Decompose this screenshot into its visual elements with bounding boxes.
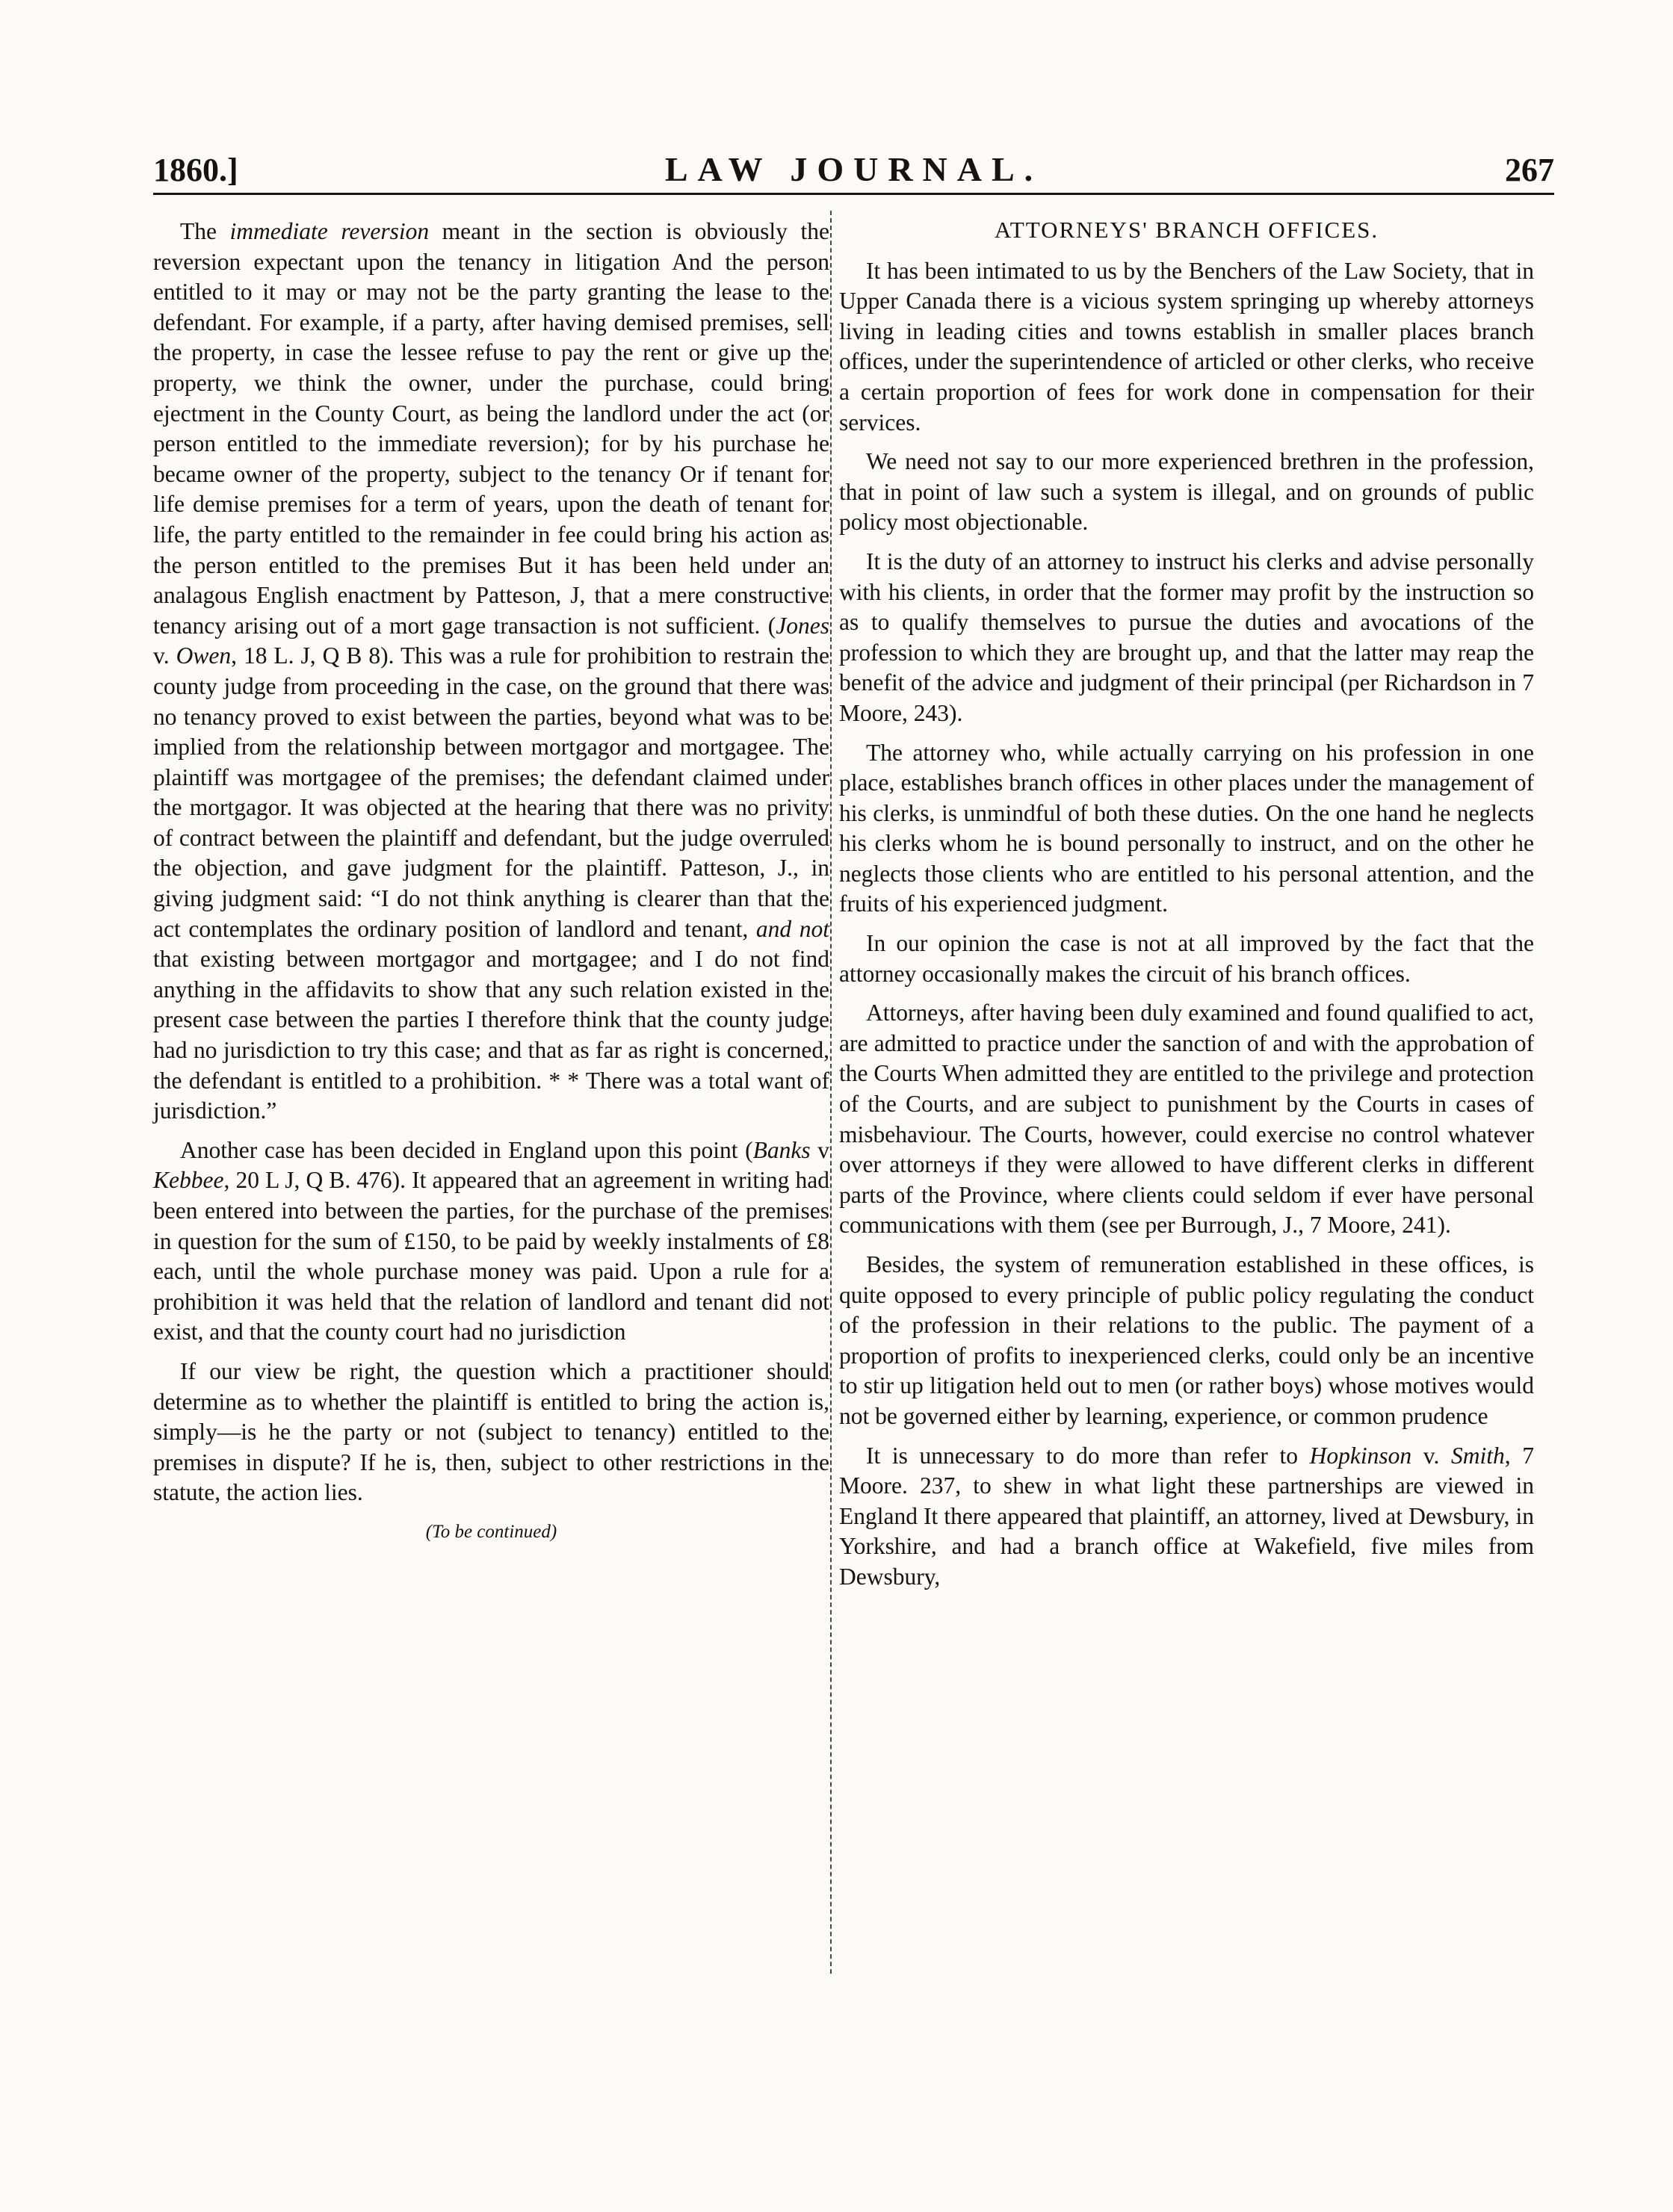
text-run: v. — [1411, 1442, 1451, 1469]
right-column — [839, 217, 1534, 1602]
paragraph: The attorney who, while actually carrying on his profession in one place, establishes branch offices in other places under the management of his clerks, is unmindful of both these duties. On the one hand he neglects his clerks whom he is bound personally to instruct, and on the other he neglects those clients who are entitled to his personal attention, and the fruits of his experienced judgment. — [839, 739, 1534, 917]
article-heading: ATTORNEYS' BRANCH OFFICES. — [994, 217, 1379, 243]
case-party: Smith — [1450, 1442, 1505, 1469]
text-run: that existing between mortgagor and mortgagee; and I do not find anything in the affidavits to show that any such relation existed in the present case between the parties I therefore think that the county judge had no jurisdiction to try this case; and that as far as right is concerned, the defendant is entitled to a prohibition. * * There was a total want of jurisdiction.” — [153, 946, 829, 1124]
text-run: meant in the section is obviously the reversion expectant upon the tenancy in litigation And the person entitled to it may or may not be the party granting the lease to the defendant. For example, if a party, after having demised premises, sell the property, in case the lessee refuse to pay the rent or give up the property, we think the owner, under the purchase, could bring ejectment in the County Court, as being the landlord under the act (or person entitled to the immediate reversion); for by his purchase he became owner of the property, subject to the tenancy Or if tenant for life demise premises for a term of years, upon the death of tenant for life, the party entitled to the remainder in fee could bring his action as the person entitled to the premises But it has been held under an analagous English enactment by Patteson, J, that a mere constructive tenancy arising out of a mort gage transaction is not sufficient. ( — [153, 218, 829, 639]
running-header — [153, 148, 1554, 195]
paragraph: It is the duty of an attorney to instruct his clerks and advise personally with his clients, in order that the former may profit by the instruction so as to qualify themselves to pursue the duties and avocations of the profession to which they are brought up, and that the latter may reap the benefit of the advice and judgment of their principal (per Richardson in 7 Moore, 243). — [839, 548, 1534, 726]
paragraph: Besides, the system of remuneration established in these offices, is quite opposed to every principle of public policy regulating the conduct of the profession in their relations to the public. The payment of a proportion of profits to inexperienced clerks, could only be an incentive to stir up litigation held out to men (or rather boys) whose motives would not be governed either by learning, experience, or common prudence — [839, 1251, 1534, 1429]
text-run: v. — [153, 642, 176, 669]
paragraph — [839, 1441, 1534, 1593]
text-run: It is unnecessary to do more than refer to — [866, 1442, 1310, 1469]
text-run: , 18 L. J, Q B 8). This was a rule for prohibition to restrain the county judge from proceeding in the case, on the ground that there was no tenancy proved to exist between the parties, beyond what was to be implied from the relationship between mortgagor and mortgagee. The plaintiff was mortgagee of the premises; the defendant claimed under the mortgagor. It was objected at the hearing that there was no privity of contract between the plaintiff and defendant, but the judge overruled the objection, and gave judgment for the plaintiff. Patteson, J., in giving judgment said: “I do not think anything is clearer than that the act contemplates the ordinary position of landlord and tenant, — [153, 642, 829, 942]
column-divider — [830, 211, 832, 1974]
text-run: The — [180, 218, 230, 244]
case-party: Kebbee — [153, 1167, 224, 1194]
paragraph — [153, 217, 829, 1127]
paragraph: If our view be right, the question which a practitioner should determine as to whether the plaintiff is entitled to bring the action is, simply—is he the party or not (subject to tenancy) entitled to the premises in dispute? If he is, then, subject to other restrictions in the statute, the action lies. — [153, 1357, 829, 1506]
paragraph: In our opinion the case is not at all improved by the fact that the attorney occasionally makes the circuit of his branch offices. — [839, 930, 1534, 987]
paragraph — [153, 1136, 829, 1348]
text-run: , 7 Moore. 237, to shew in what light these partnerships are viewed in England It there appeared that plaintiff, an attorney, lived at Dewsbury, in Yorkshire, and had a branch office at Wakefield, five miles from Dewsbury, — [839, 1442, 1534, 1590]
case-party: Owen — [176, 642, 232, 669]
journal-title: LAW JOURNAL. — [664, 150, 1043, 188]
italic-term: immediate reversion — [229, 218, 430, 244]
continued-note: (To be continued) — [425, 1521, 557, 1542]
italic-term: and not — [755, 915, 829, 942]
text-run: , 20 L J, Q B. 476). It appeared that an agreement in writing had been entered into between the parties, for the purchase of the premises in question for the sum of £150, to be paid by weekly instalments of £8 each, until the whole purchase money was paid. Upon a rule for a prohibition it was held that the relation of landlord and tenant did not exist, and that the county court had no jurisdiction — [153, 1167, 829, 1345]
paragraph: It has been intimated to us by the Benchers of the Law Society, that in Upper Canada there is a vicious system springing up whereby attorneys living in leading cities and towns establish in smaller places branch offices, under the superintendence of articled or other clerks, who receive a certain proportion of fees for work done in compensation for their services. — [839, 257, 1534, 436]
header-year: 1860.] — [153, 152, 238, 188]
case-party: Jones — [776, 612, 829, 639]
case-party: Banks — [752, 1136, 811, 1163]
paragraph: We need not say to our more experienced brethren in the profession, that in point of law such a system is illegal, and on grounds of public policy most objectionable. — [839, 448, 1534, 536]
page-number: 267 — [1505, 152, 1554, 188]
left-column — [153, 217, 829, 1548]
text-run: v — [810, 1136, 829, 1163]
text-run: Another case has been decided in England upon this point ( — [180, 1136, 753, 1163]
paragraph: Attorneys, after having been duly examined and found qualified to act, are admitted to practice under the sanction of and with the approbation of the Courts When admitted they are entitled to the privilege and protection of the Courts, and are subject to punishment by the Courts in cases of misbehaviour. The Courts, however, could exercise no control whatever over attorneys if they were allowed to have different clerks in different parts of the Province, where clients could seldom if ever have personal communications with them (see per Burrough, J., 7 Moore, 241). — [839, 1000, 1534, 1239]
case-party: Hopkinson — [1309, 1442, 1412, 1469]
